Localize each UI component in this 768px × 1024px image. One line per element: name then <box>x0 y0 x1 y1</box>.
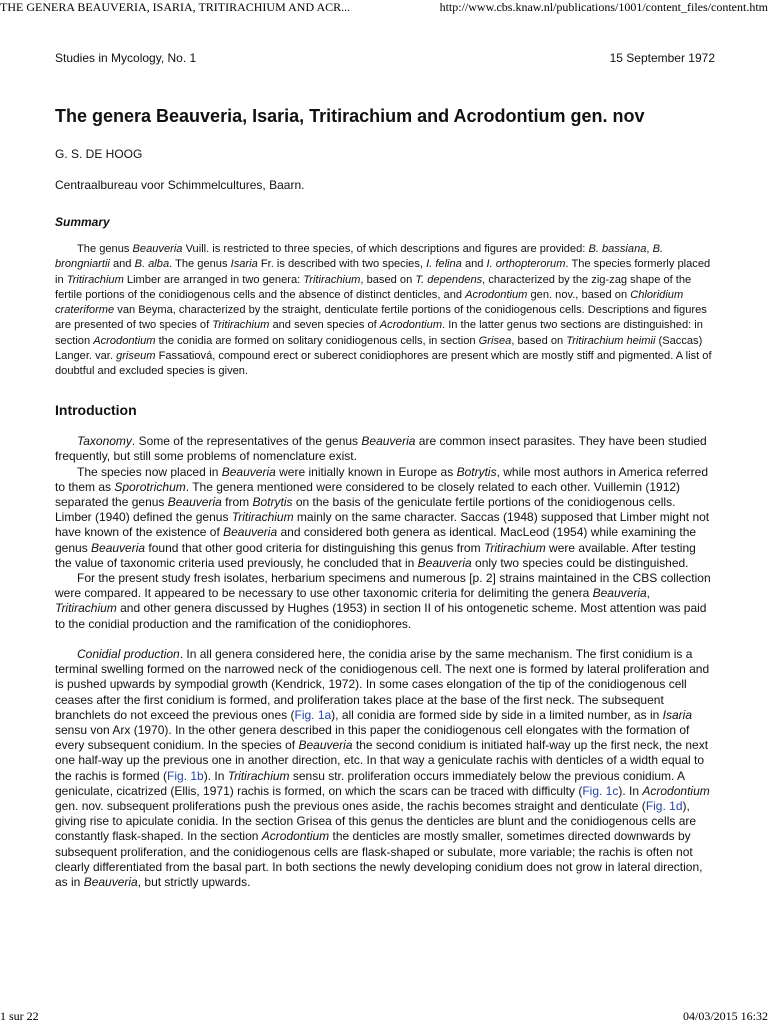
italic-term: Beauveria <box>83 874 138 889</box>
italic-term: T. dependens <box>415 273 483 286</box>
italic-term: B. alba <box>134 258 170 271</box>
italic-term: Acrodontium <box>261 829 330 844</box>
italic-term: Beauveria <box>167 495 222 510</box>
document-page <box>55 50 715 890</box>
italic-term: Isaria <box>662 707 693 722</box>
italic-term: I. orthopterorum <box>486 258 566 271</box>
italic-term: Acrodontium <box>93 334 156 347</box>
journal-series: Studies in Mycology, No. 1 <box>55 51 197 65</box>
intro-paragraph-taxonomy: Taxonomy. Some of the representatives of the genus Beauveria are common insect parasites. They have been studied frequently, but still some problems of nomenclature exist. <box>55 434 707 464</box>
italic-term: Beauveria <box>91 540 146 555</box>
italic-term: griseum <box>116 349 156 362</box>
affiliation: Centraalbureau voor Schimmelcultures, Baarn. <box>55 178 305 192</box>
italic-term: Sporotrichum <box>114 479 186 494</box>
italic-term: Beauveria <box>417 555 472 570</box>
italic-term: Tritirachium <box>55 601 117 616</box>
italic-term: Tritirachium <box>227 768 290 783</box>
italic-term: Tritirachium <box>303 273 361 286</box>
intro-paragraph-history: The species now placed in Beauveria were initially known in Europe as Botrytis, while most authors in America referred to them as Sporotrichum. The genera mentioned were considered to be closely related to each other. Vuillemin (1912) separated the genus Beauveria from Botrytis on the basis of the geniculate fertile portions of the conidiogenous cells. Limber (1940) defined the genus Tritirachium mainly on the same character. Saccas (1948) supposed that Limber might not have known of the existence of Beauveria and considered both genera as identical. MacLeod (1954) while examining the genus Beauveria found that other good criteria for distinguishing this genus from Tritirachium were available. After testing the value of taxonomic criteria used previously, he concluded that in Beauveria only two species could be distinguished. <box>55 464 710 570</box>
italic-term: Tritirachium <box>66 273 124 286</box>
italic-term: Beauveria <box>592 586 647 601</box>
italic-term: Beauveria <box>298 738 353 753</box>
italic-term: Isaria <box>230 258 258 271</box>
journal-line <box>55 50 715 66</box>
print-timestamp: 04/03/2015 16:32 <box>682 1009 768 1023</box>
publication-date: 15 September 1972 <box>609 51 715 65</box>
figure-link[interactable]: Fig. 1c <box>582 783 619 798</box>
print-footer <box>0 1009 768 1024</box>
figure-link[interactable]: Fig. 1a <box>294 707 332 722</box>
italic-term: Tritirachium <box>483 540 546 555</box>
italic-term: Acrodontium <box>642 783 710 798</box>
italic-term: Beauveria <box>223 525 278 540</box>
introduction-heading: Introduction <box>55 402 137 419</box>
italic-term: B. brongniartii <box>55 243 664 271</box>
italic-term: Acrodontium <box>465 288 528 301</box>
italic-term: Tritirachium <box>231 510 294 525</box>
paper-title: The genera Beauveria, Isaria, Tritirachium and Acrodontium gen. nov <box>55 106 645 126</box>
italic-term: Conidial production <box>77 646 180 661</box>
italic-term: Taxonomy <box>77 434 132 449</box>
italic-term: Tritirachium heimii <box>566 334 656 347</box>
print-header-title: THE GENERA BEAUVERIA, ISARIA, TRITIRACHIUM AND ACR... <box>0 0 351 14</box>
italic-term: Tritirachium <box>212 319 270 332</box>
summary-paragraph: The genus Beauveria Vuill. is restricted to three species, of which descriptions and figures are provided: B. bassiana, B. brongniartii and B. alba. The genus Isaria Fr. is described with two species, I. felina and I. orthopterorum. The species formerly placed in Tritirachium Limber are arranged in two genera: Tritirachium, based on T. dependens, characterized by the zig-zag shape of the fertile portions of the conidiogenous cells and the absence of distinct denticles, and Acrodontium gen. nov., based on Chloridium crateriforme van Beyma, characterized by the straight, denticulate fertile portions of the conidiogenous cells. Descriptions and figures are presented of two species of Tritirachium and seven species of Acrodontium. In the latter genus two sections are distinguished: in section Acrodontium the conidia are formed on solitary conidiogenous cells, in section Grisea, based on Tritirachium heimii (Saccas) Langer. var. griseum Fassatiová, compound erect or suberect conidiophores are present which are mostly stiff and pigmented. A list of doubtful and excluded species is given. <box>55 243 712 377</box>
figure-link[interactable]: Fig. 1d <box>645 798 683 813</box>
figure-link[interactable]: Fig. 1b <box>167 768 204 783</box>
italic-term: Acrodontium <box>379 319 443 332</box>
intro-paragraph-conidial-production: Conidial production. In all genera considered here, the conidia arise by the same mechanism. The first conidium is a terminal swelling formed on the narrowed neck of the conidiogenous cell. The next one is formed by lateral proliferation and is pushed upwards by sympodial growth (Kendrick, 1972). In some cases elongation of the tip of the conidiogenous cell ceases after the first conidium is formed, and proliferation takes place at the base of the first neck. The subsequent branchlets do not exceed the previous ones (Fig. 1a), all conidia are formed side by side in a limited number, as in Isaria sensu von Arx (1970). In the other genera described in this paper the conidiogenous cell elongates with the formation of every subsequent conidium. In the species of Beauveria the second conidium is initiated half-way up the first neck, the next one half-way up the previous one in another direction, etc. In that way a geniculate rachis with denticles of a width equal to the rachis is formed (Fig. 1b). In Tritirachium sensu str. proliferation occurs immediately below the previous conidium. A geniculate, cicatrized (Ellis, 1971) rachis is formed, on which the scars can be traced with difficulty (Fig. 1c). In Acrodontium gen. nov. subsequent proliferations push the previous ones aside, the rachis becomes straight and denticulate (Fig. 1d), giving rise to apiculate conidia. In the section Grisea of this genus the denticles are blunt and the conidiogenous cells are constantly flask-shaped. In the section Acrodontium the denticles are mostly smaller, sometimes directed downwards by subsequent proliferation, and the conidiogenous cells are flask-shaped or subulate, more variable; the rachis is often not clearly differentiated from the basal part. In both sections the newly developing conidium does not grow in lateral direction, as in Beauveria, but strictly upwards. <box>55 646 710 889</box>
italic-term: Beauveria <box>221 464 276 479</box>
intro-paragraph-study: For the present study fresh isolates, herbarium specimens and numerous [p. 2] strains maintained in the CBS collection were compared. It appeared to be necessary to use other taxonomic criteria for delimiting the genera Beauveria, Tritirachium and other genera discussed by Hughes (1953) in section II of his ontogenetic scheme. Most attention was paid to the conidial production and the ramification of the conidiophores. <box>55 571 711 631</box>
italic-term: Botrytis <box>252 495 293 510</box>
page-indicator: 1 sur 22 <box>0 1009 39 1023</box>
print-header-url: http://www.cbs.knaw.nl/publications/1001/content_files/content.htm <box>439 0 768 14</box>
italic-term: I. felina <box>426 258 462 271</box>
italic-term: B. bassiana <box>588 243 647 255</box>
author: G. S. DE HOOG <box>55 147 143 161</box>
italic-term: Grisea <box>478 334 512 347</box>
print-header <box>0 0 768 15</box>
italic-term: Botrytis <box>456 464 497 479</box>
italic-term: Beauveria <box>361 434 416 449</box>
summary-heading: Summary <box>55 215 110 229</box>
italic-term: Chloridium crateriforme <box>55 288 684 316</box>
italic-term: Beauveria <box>132 243 183 255</box>
